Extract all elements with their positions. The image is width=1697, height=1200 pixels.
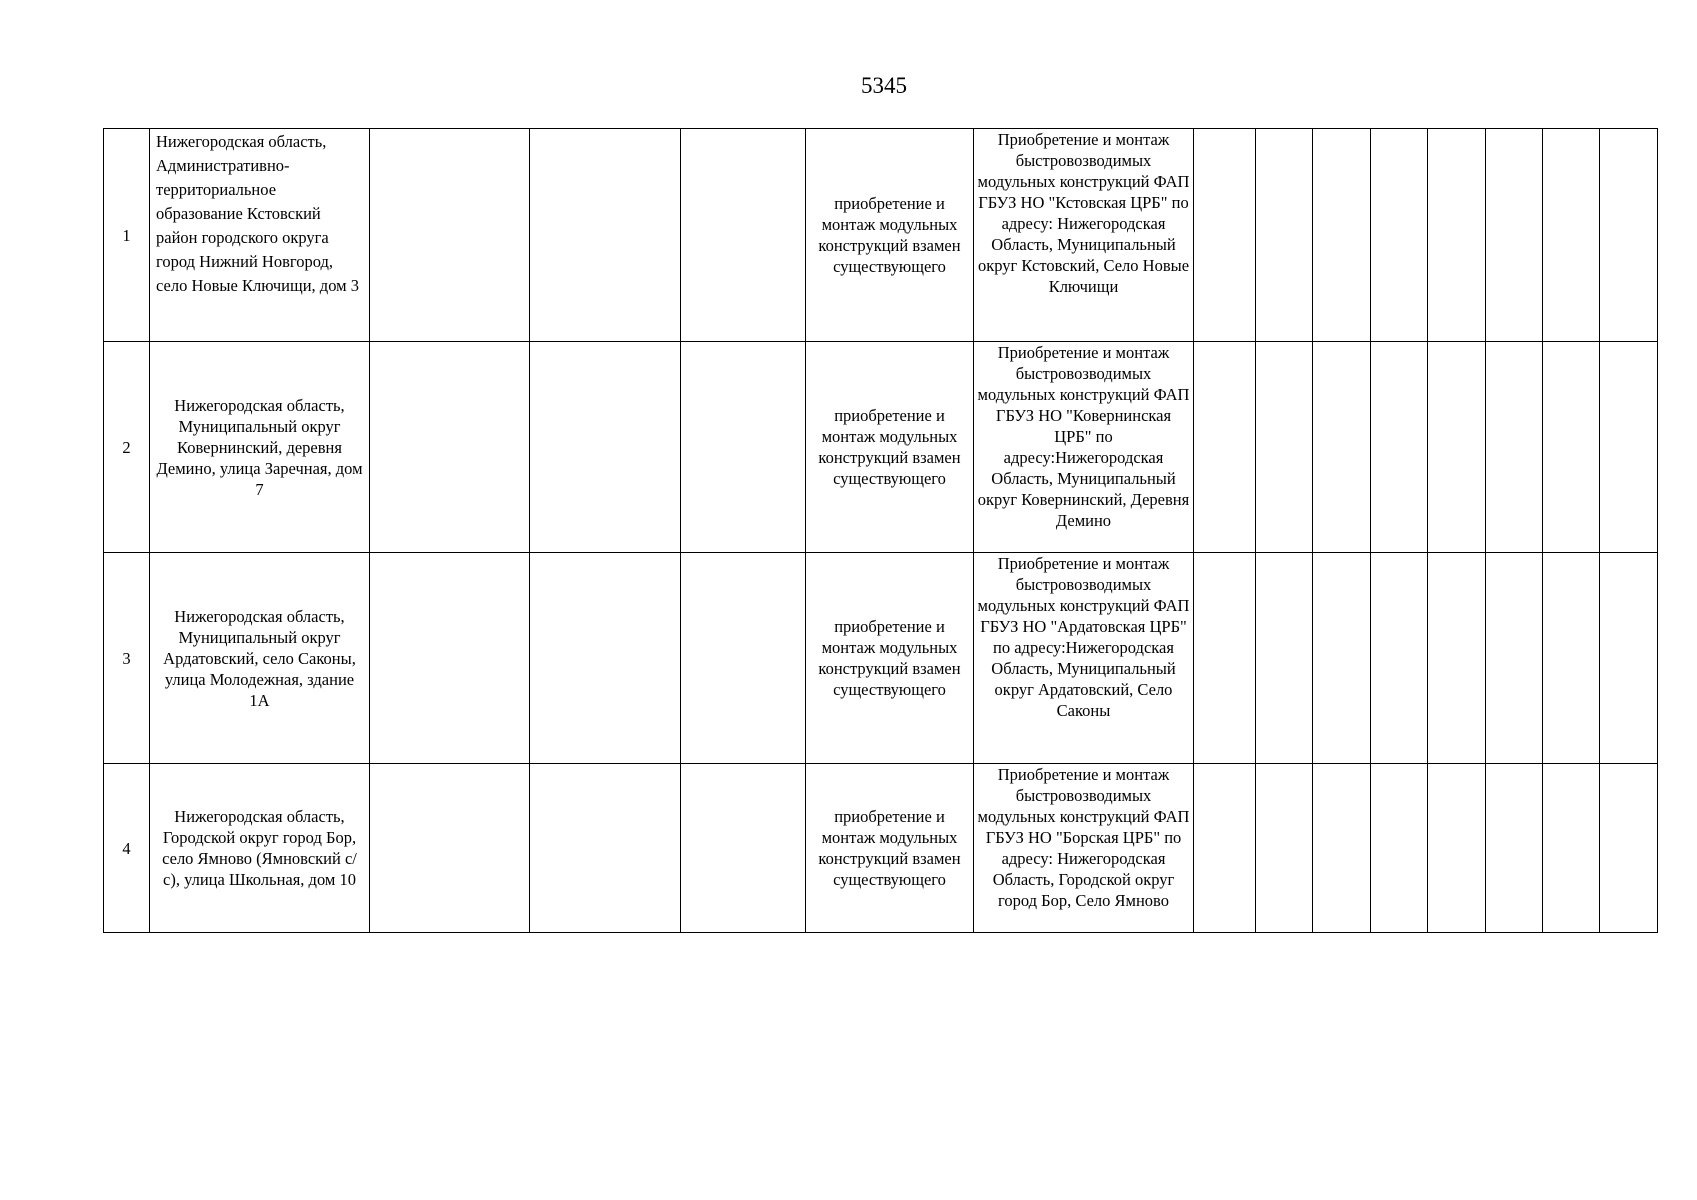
- address-cell: Нижегородская область, Городской округ город Бор, село Ямново (Ямновский с/с), улица Школьная, дом 10: [150, 764, 370, 933]
- description-cell: Приобретение и монтаж быстровозводимых модульных конструкций ФАП ГБУЗ НО "Кстовская ЦРБ" по адресу: Нижегородская Область, Муниципальный округ Кстовский, Село Новые Ключищи: [974, 129, 1194, 342]
- table-row: [104, 553, 1658, 764]
- empty-cell: [1194, 129, 1256, 342]
- empty-cell: [1428, 129, 1486, 342]
- table-row: [104, 342, 1658, 553]
- empty-cell: [1313, 129, 1371, 342]
- empty-cell: [1600, 764, 1658, 933]
- page-number: 5345: [861, 73, 907, 98]
- empty-cell: [1371, 129, 1428, 342]
- empty-cell: [1486, 764, 1543, 933]
- empty-cell: [1256, 129, 1313, 342]
- empty-cell: [1194, 553, 1256, 764]
- address-cell: Нижегородская область, Муниципальный округ Ковернинский, деревня Демино, улица Заречная, дом 7: [150, 342, 370, 553]
- empty-cell: [530, 342, 681, 553]
- empty-cell: [1486, 129, 1543, 342]
- empty-cell: [1428, 553, 1486, 764]
- empty-cell: [1486, 553, 1543, 764]
- work-type-cell: приобретение и монтаж модульных конструкций взамен существующего: [806, 764, 974, 933]
- row-number: 2: [104, 342, 150, 553]
- empty-cell: [530, 129, 681, 342]
- empty-cell: [1194, 342, 1256, 553]
- empty-cell: [1313, 553, 1371, 764]
- empty-cell: [1543, 342, 1600, 553]
- empty-cell: [370, 764, 530, 933]
- objects-table: [103, 128, 1658, 933]
- empty-cell: [1543, 553, 1600, 764]
- empty-cell: [1371, 764, 1428, 933]
- empty-cell: [1256, 342, 1313, 553]
- empty-cell: [681, 764, 806, 933]
- empty-cell: [1428, 342, 1486, 553]
- address-cell: Нижегородская область, Административно-территориальное образование Кстовский район городского округа город Нижний Новгород, село Новые Ключищи, дом 3: [150, 129, 370, 342]
- empty-cell: [1600, 342, 1658, 553]
- work-type-cell: приобретение и монтаж модульных конструкций взамен существующего: [806, 553, 974, 764]
- empty-cell: [1371, 553, 1428, 764]
- description-cell: Приобретение и монтаж быстровозводимых модульных конструкций ФАП ГБУЗ НО "Ардатовская ЦРБ" по адресу:Нижегородская Область, Муниципальный округ Ардатовский, Село Саконы: [974, 553, 1194, 764]
- work-type-cell: приобретение и монтаж модульных конструкций взамен существующего: [806, 129, 974, 342]
- empty-cell: [370, 553, 530, 764]
- empty-cell: [1543, 764, 1600, 933]
- empty-cell: [1600, 553, 1658, 764]
- empty-cell: [1486, 342, 1543, 553]
- address-cell: Нижегородская область, Муниципальный округ Ардатовский, село Саконы, улица Молодежная, здание 1А: [150, 553, 370, 764]
- row-number: 4: [104, 764, 150, 933]
- empty-cell: [1256, 553, 1313, 764]
- empty-cell: [1256, 764, 1313, 933]
- empty-cell: [1194, 764, 1256, 933]
- empty-cell: [1543, 129, 1600, 342]
- row-number: 1: [104, 129, 150, 342]
- empty-cell: [681, 553, 806, 764]
- empty-cell: [1428, 764, 1486, 933]
- empty-cell: [370, 342, 530, 553]
- empty-cell: [530, 764, 681, 933]
- description-cell: Приобретение и монтаж быстровозводимых модульных конструкций ФАП ГБУЗ НО "Борская ЦРБ" по адресу: Нижегородская Область, Городской округ город Бор, Село Ямново: [974, 764, 1194, 933]
- empty-cell: [370, 129, 530, 342]
- table-row: [104, 764, 1658, 933]
- empty-cell: [530, 553, 681, 764]
- table-row: [104, 129, 1658, 342]
- empty-cell: [681, 129, 806, 342]
- empty-cell: [1600, 129, 1658, 342]
- row-number: 3: [104, 553, 150, 764]
- description-cell: Приобретение и монтаж быстровозводимых модульных конструкций ФАП ГБУЗ НО "Ковернинская ЦРБ" по адресу:Нижегородская Область, Муниципальный округ Ковернинский, Деревня Демино: [974, 342, 1194, 553]
- empty-cell: [1313, 342, 1371, 553]
- empty-cell: [681, 342, 806, 553]
- empty-cell: [1371, 342, 1428, 553]
- empty-cell: [1313, 764, 1371, 933]
- work-type-cell: приобретение и монтаж модульных конструкций взамен существующего: [806, 342, 974, 553]
